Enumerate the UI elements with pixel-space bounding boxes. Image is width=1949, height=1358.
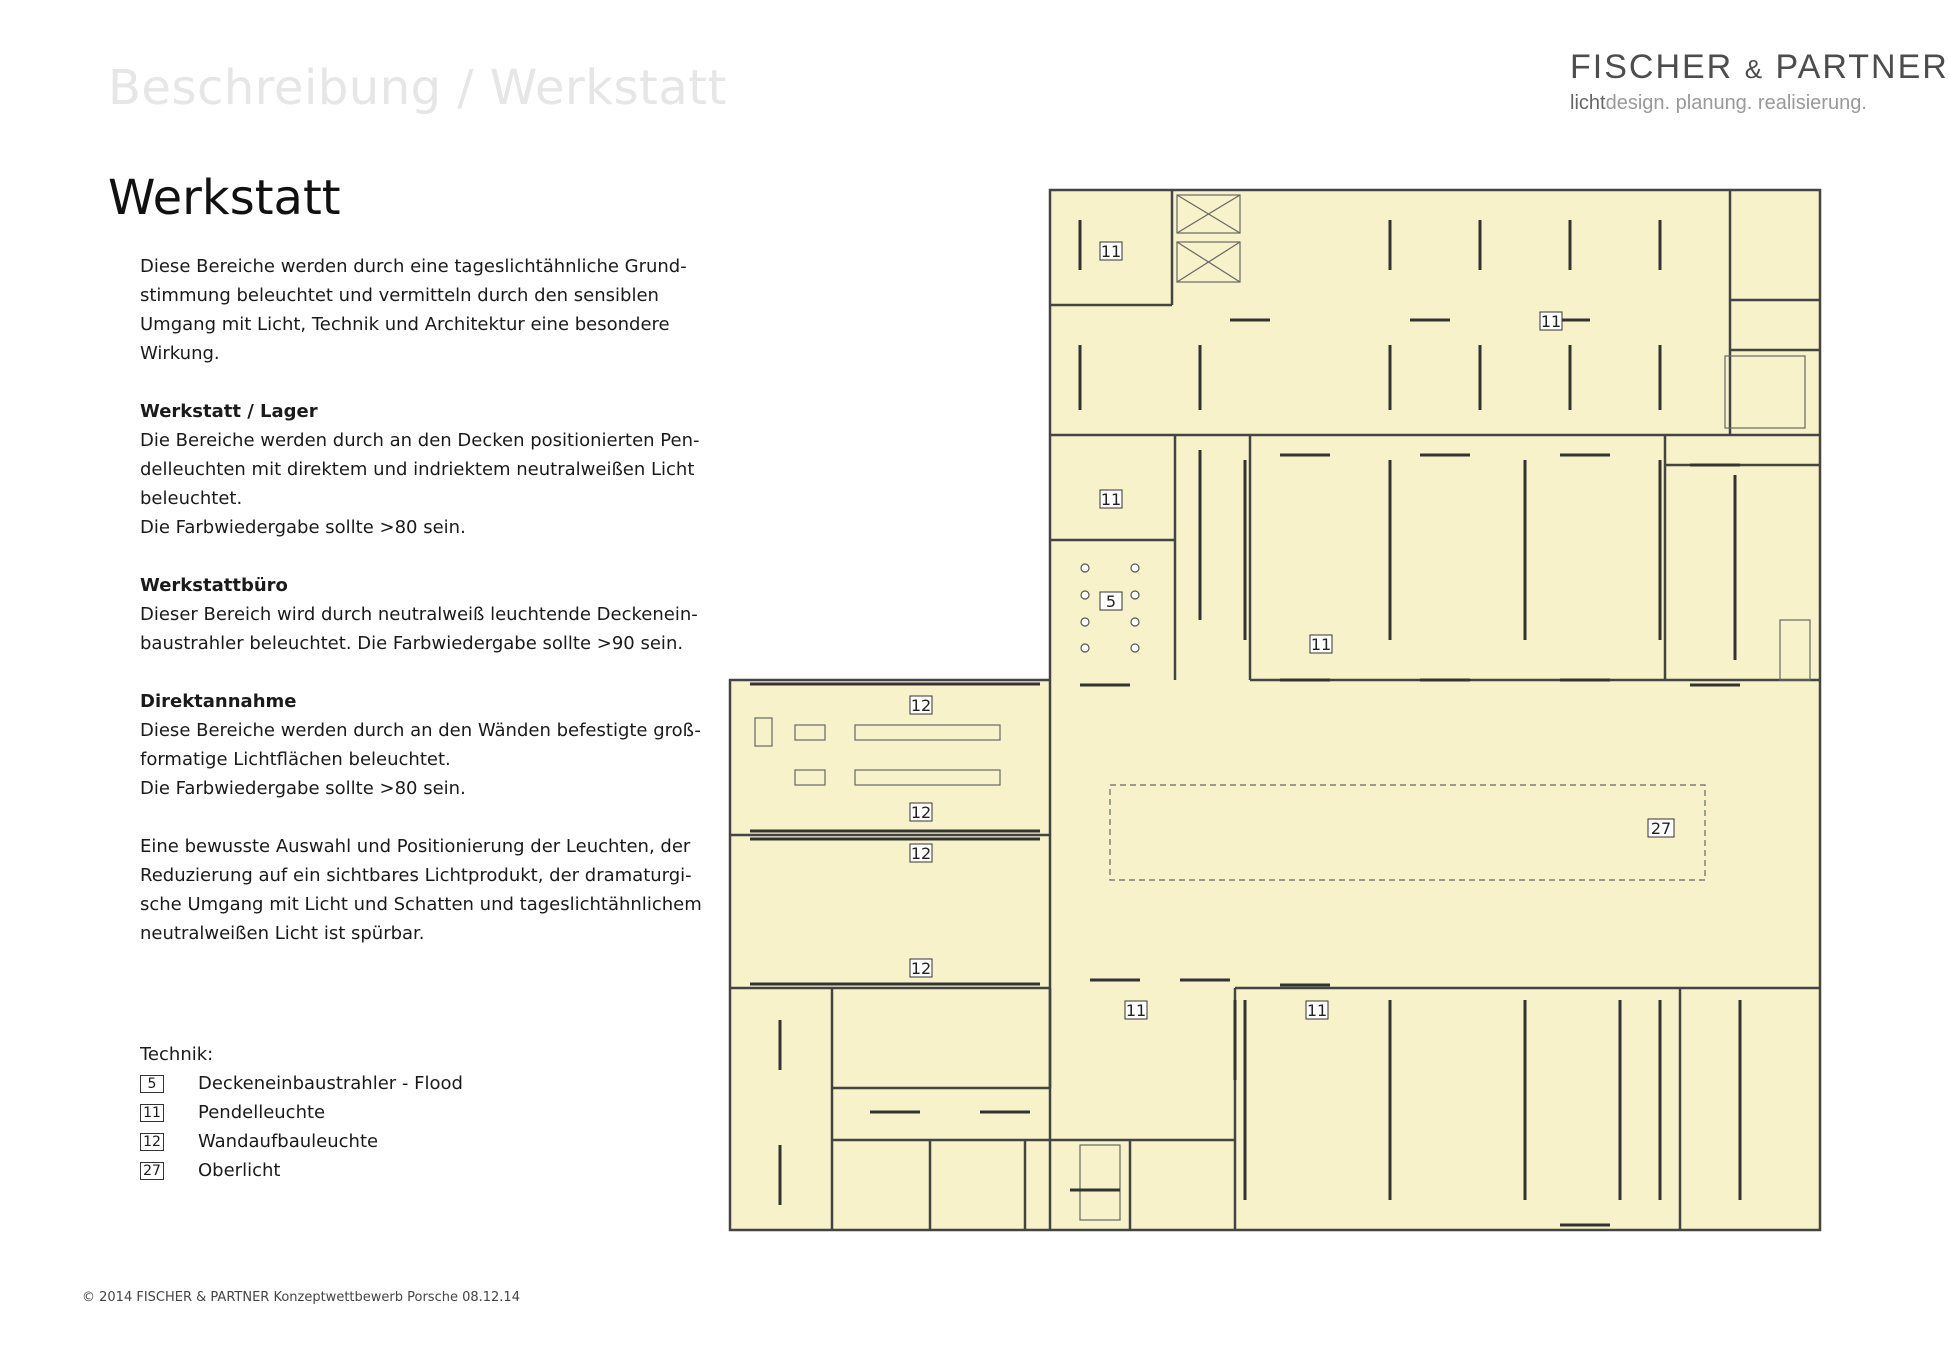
closing-line: Reduzierung auf ein sichtbares Lichtprodukt, der dramaturgi- [140,865,692,886]
page-title: Werkstatt [108,170,341,226]
floor-plan-fill [730,190,1820,1230]
legend-label: Pendelleuchte [198,1102,326,1123]
section-line: Dieser Bereich wird durch neutralweiß leuchtende Deckenein- [140,604,698,625]
legend-code: 27 [140,1162,164,1180]
closing-line: neutralweißen Licht ist spürbar. [140,923,425,944]
section-line: Die Bereiche werden durch an den Decken positionierten Pen- [140,430,700,451]
section-heading: Werkstattbüro [140,575,288,596]
logo-left: FISCHER [1570,48,1734,86]
plan-tag [1648,819,1674,838]
plan-tag [1540,312,1562,331]
section-heading: Werkstatt / Lager [140,401,318,422]
legend-code: 5 [140,1075,164,1093]
legend-label: Oberlicht [198,1160,281,1181]
logo-ampersand: & [1744,54,1765,84]
plan-tag-text: 11 [1125,1001,1147,1020]
plan-tag [910,959,932,978]
section-line: Diese Bereiche werden durch an den Wänden befestigte groß- [140,720,701,741]
legend-title: Technik: [140,1044,214,1065]
tagline-rest: design. planung. realisierung. [1605,92,1867,114]
section-line: beleuchtet. [140,488,243,509]
plan-tag-text: 11 [1306,1001,1328,1020]
logo-right: PARTNER [1775,48,1949,86]
plan-tag [1100,242,1122,261]
intro-line: Diese Bereiche werden durch eine tageslichtähnliche Grund- [140,256,687,277]
plan-tag-text: 5 [1105,592,1117,611]
intro-line: Umgang mit Licht, Technik und Architektur eine besondere [140,314,670,335]
intro-line: Wirkung. [140,343,220,364]
legend-label: Wandaufbauleuchte [198,1131,379,1152]
section-line: formatige Lichtflächen beleuchtet. [140,749,451,770]
plan-tag [910,696,932,715]
closing-line: sche Umgang mit Licht und Schatten und tageslichtähnlichem [140,894,702,915]
plan-tag-text: 27 [1650,819,1672,838]
legend-code: 11 [140,1104,164,1122]
section-line: Die Farbwiedergabe sollte >80 sein. [140,517,466,538]
plan-tag-text: 11 [1540,312,1562,331]
plan-tag [1100,490,1122,509]
legend-label: Deckeneinbaustrahler - Flood [198,1073,463,1094]
plan-tag [1100,592,1122,611]
plan-tag-text: 11 [1310,635,1332,654]
section-line: baustrahler beleuchtet. Die Farbwiedergabe sollte >90 sein. [140,633,684,654]
plan-tag-text: 11 [1100,490,1122,509]
closing-line: Eine bewusste Auswahl und Positionierung der Leuchten, der [140,836,691,857]
plan-tag [1310,635,1332,654]
plan-tag [910,844,932,863]
footer-copyright: © 2014 FISCHER & PARTNER Konzeptwettbewerb Porsche 08.12.14 [82,1290,520,1305]
tagline-bold: licht [1570,92,1606,114]
section-line: delleuchten mit direktem und indriektem neutralweißen Licht [140,459,695,480]
plan-tag-text: 12 [910,696,932,715]
legend-code: 12 [140,1133,164,1151]
section-line: Die Farbwiedergabe sollte >80 sein. [140,778,466,799]
plan-tag-text: 12 [910,844,932,863]
plan-tag [910,803,932,822]
intro-line: stimmung beleuchtet und vermitteln durch den sensiblen [140,285,659,306]
plan-tag-text: 12 [910,959,932,978]
header-title: Beschreibung / Werkstatt [108,60,727,116]
plan-tag-text: 12 [910,803,932,822]
plan-tag [1306,1001,1328,1020]
plan-tag-text: 11 [1100,242,1122,261]
section-heading: Direktannahme [140,691,297,712]
plan-tag [1125,1001,1147,1020]
